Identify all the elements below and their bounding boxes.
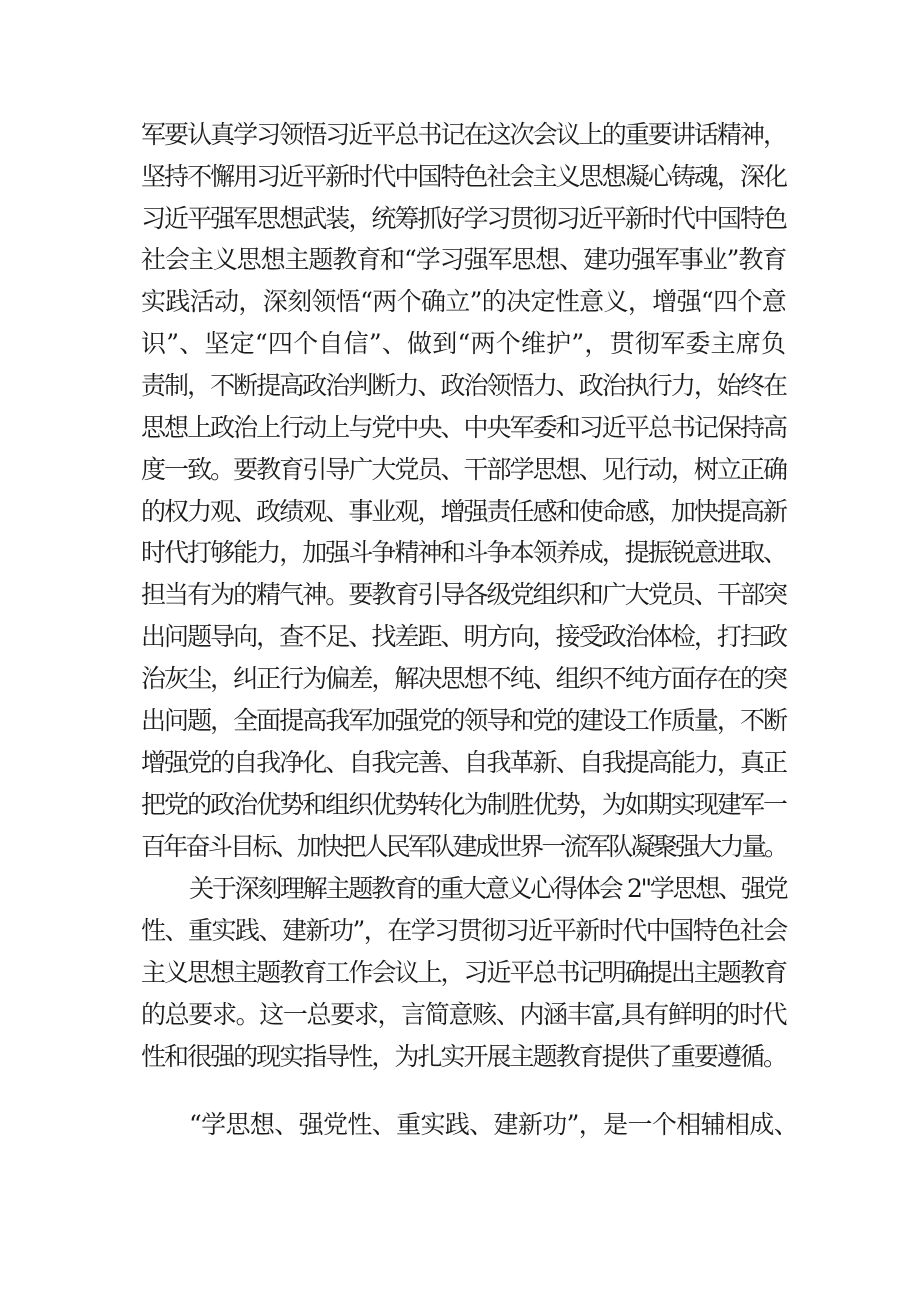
- text-line: 出问题导向，查不足、找差距、明方向，接受政治体检，打扫政: [141, 622, 786, 651]
- text-line: 关于深刻理解主题教育的重大意义心得体会 2"学思想、强党: [189, 874, 787, 903]
- text-line: 性、重实践、建新功”，在学习贯彻习近平新时代中国特色社会: [141, 916, 787, 945]
- text-line: 增强党的自我净化、自我完善、自我革新、自我提高能力，真正: [141, 748, 786, 777]
- text-line: 习近平强军思想武装，统筹抓好学习贯彻习近平新时代中国特色: [141, 204, 786, 233]
- text-line: 军要认真学习领悟习近平总书记在这次会议上的重要讲话精神，: [141, 120, 786, 149]
- text-line: “学思想、强党性、重实践、建新功”，是一个相辅相成、: [189, 1110, 798, 1139]
- text-line: 时代打够能力，加强斗争精神和斗争本领养成，提振锐意进取、: [141, 538, 786, 567]
- text-line: 百年奋斗目标、加快把人民军队建成世界一流军队凝聚强大力量。: [141, 832, 787, 861]
- text-line: 主义思想主题教育工作会议上，习近平总书记明确提出主题教育: [141, 958, 786, 987]
- text-line: 社会主义思想主题教育和“学习强军思想、建功强军事业”教育: [141, 245, 786, 274]
- text-line: 的总要求。这一总要求，言简意赅、内涵丰富,具有鲜明的时代: [141, 1000, 786, 1029]
- text-line: 治灰尘，纠正行为偏差，解决思想不纯、组织不纯方面存在的突: [141, 664, 786, 693]
- text-line: 度一致。要教育引导广大党员、干部学思想、见行动，树立正确: [141, 455, 786, 484]
- text-line: 责制，不断提高政治判断力、政治领悟力、政治执行力，始终在: [141, 371, 786, 400]
- text-line: 坚持不懈用习近平新时代中国特色社会主义思想凝心铸魂，深化: [141, 162, 786, 191]
- text-line: 出问题，全面提高我军加强党的领导和党的建设工作质量，不断: [141, 706, 786, 735]
- text-line: 实践活动，深刻领悟“两个确立”的决定性意义，增强“四个意: [141, 287, 786, 316]
- text-line: 的权力观、政绩观、事业观，增强责任感和使命感，加快提高新: [141, 497, 786, 526]
- text-line: 识”、坚定“四个自信”、做到“两个维护”，贯彻军委主席负: [141, 329, 786, 358]
- text-line: 把党的政治优势和组织优势转化为制胜优势，为如期实现建军一: [141, 790, 786, 819]
- text-line: 思想上政治上行动上与党中央、中央军委和习近平总书记保持高: [141, 413, 786, 442]
- text-line: 担当有为的精气神。要教育引导各级党组织和广大党员、干部突: [141, 580, 786, 609]
- text-line: 性和很强的现实指导性，为扎实开展主题教育提供了重要遵循。: [141, 1042, 786, 1071]
